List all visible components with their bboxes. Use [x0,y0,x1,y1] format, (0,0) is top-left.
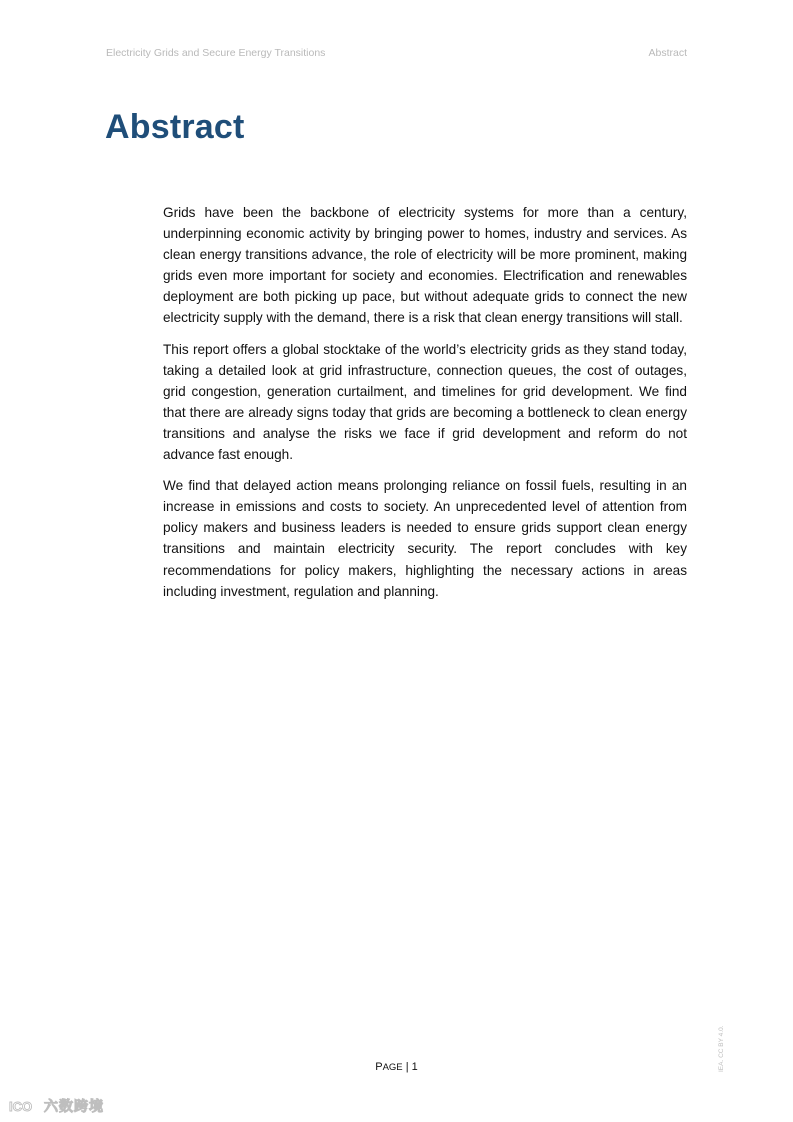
watermark-logo-icon [8,1096,38,1116]
watermark-logo-text: ICO [9,1099,33,1114]
page-number: 1 [411,1061,418,1073]
page-number-footer [0,1061,793,1073]
watermark [8,1095,104,1117]
license-note: IEA. CC BY 4.0. [718,1025,725,1072]
page-label-rest: AGE [382,1062,403,1073]
abstract-paragraph-2: This report offers a global stocktake of the world’s electricity grids as they stand today, taking a detailed look at grid infrastructure, connection queues, the cost of outages, grid congestion, generation curtailment, and timelines for grid development. We find that there are already signs today that grids are becoming a bottleneck to clean energy transitions and analyse the risks we face if grid development and reform do not advance fast enough. [163,341,687,463]
header-report-title: Electricity Grids and Secure Energy Transitions [106,47,326,59]
abstract-paragraph-1: Grids have been the backbone of electricity systems for more than a century, underpinning economic activity by bringing power to homes, industry and services. As clean energy transitions advance, the role of electricity will be more prominent, making grids even more important for society and economies. Electrification and renewables deployment are both picking up pace, but without adequate grids to connect the new electricity supply with the demand, there is a risk that clean energy transitions will stall. [163,205,687,326]
abstract-body [163,202,687,612]
page-label-initial: P [375,1061,383,1073]
abstract-paragraph-3: We find that delayed action means prolonging reliance on fossil fuels, resulting in an increase in emissions and costs to society. An unprecedented level of attention from policy makers and business leaders is needed to ensure grids support clean energy transitions and maintain electricity security. The report concludes with key recommendations for policy makers, highlighting the necessary actions in areas including investment, regulation and planning. [163,478,687,599]
page-separator: | [402,1061,412,1073]
watermark-text: 六数跨境 [44,1098,104,1114]
header-section-name: Abstract [648,47,687,59]
page-title: Abstract [105,108,245,146]
running-header [106,47,687,63]
